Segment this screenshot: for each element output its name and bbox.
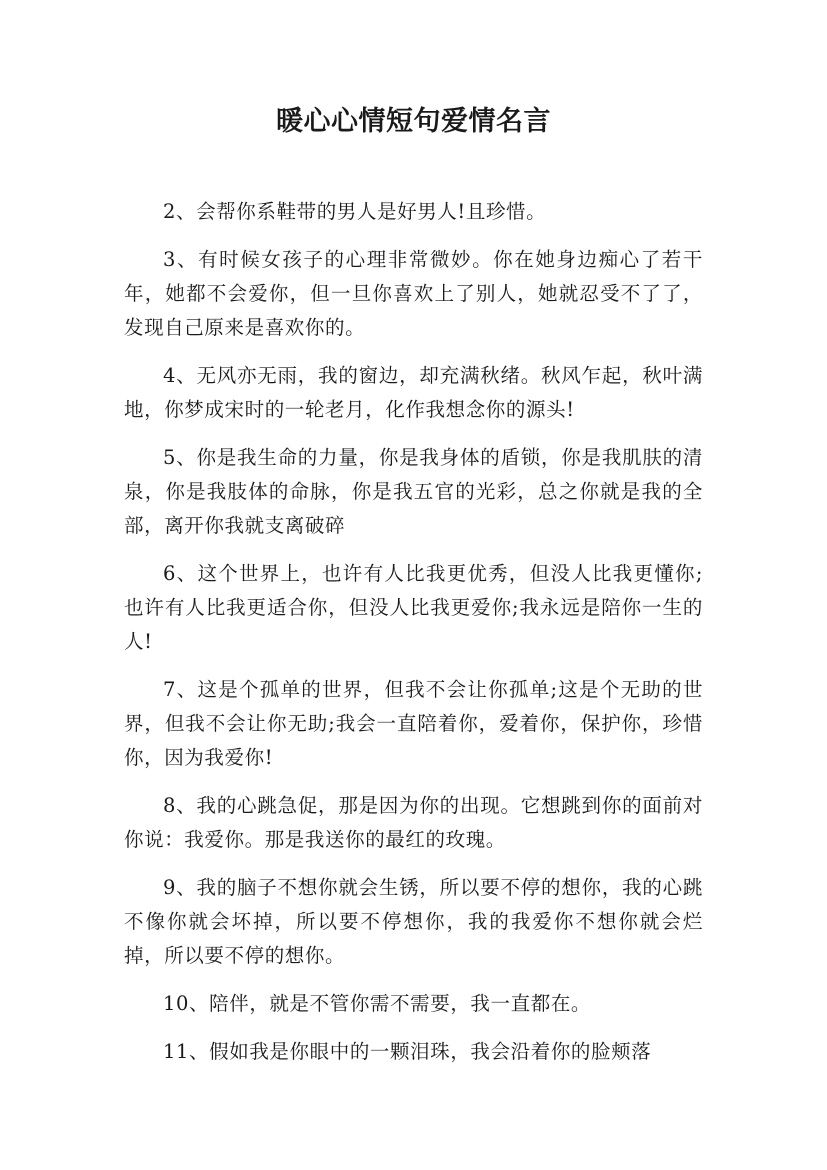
paragraph: 6、这个世界上，也许有人比我更优秀，但没人比我更懂你;也许有人比我更适合你，但没人比我更爱你;我永远是陪你一生的人! [124, 562, 703, 653]
paragraph: 2、会帮你系鞋带的男人是好男人!且珍惜。 [163, 200, 547, 223]
paragraph: 5、你是我生命的力量，你是我身体的盾锁，你是我肌肤的清泉，你是我肢体的命脉，你是我五官的光彩，总之你就是我的全部，离开你我就支离破碎 [124, 446, 703, 537]
paragraph: 4、无风亦无雨，我的窗边，却充满秋绪。秋风乍起，秋叶满地，你梦成宋时的一轮老月，化作我想念你的源头! [124, 364, 703, 421]
document-title: 暖心心情短句爱情名言 [276, 106, 551, 137]
paragraph: 9、我的脑子不想你就会生锈，所以要不停的想你，我的心跳不像你就会坏掉，所以要不停想你，我的我爱你不想你就会烂掉，所以要不停的想你。 [124, 876, 703, 967]
paragraph: 11、假如我是你眼中的一颗泪珠，我会沿着你的脸颊落 [163, 1040, 652, 1063]
paragraph: 7、这是个孤单的世界，但我不会让你孤单;这是个无助的世界，但我不会让你无助;我会一直陪着你，爱着你，保护你，珍惜你，因为我爱你! [124, 678, 703, 769]
document-body [124, 195, 703, 1069]
paragraph: 10、陪伴，就是不管你需不需要，我一直都在。 [163, 992, 592, 1015]
paragraph: 3、有时候女孩子的心理非常微妙。你在她身边痴心了若干年，她都不会爱你，但一旦你喜欢上了别人，她就忍受不了了，发现自己原来是喜欢你的。 [124, 248, 703, 339]
paragraph: 8、我的心跳急促，那是因为你的出现。它想跳到你的面前对你说：我爱你。那是我送你的最红的玫瑰。 [124, 794, 703, 851]
